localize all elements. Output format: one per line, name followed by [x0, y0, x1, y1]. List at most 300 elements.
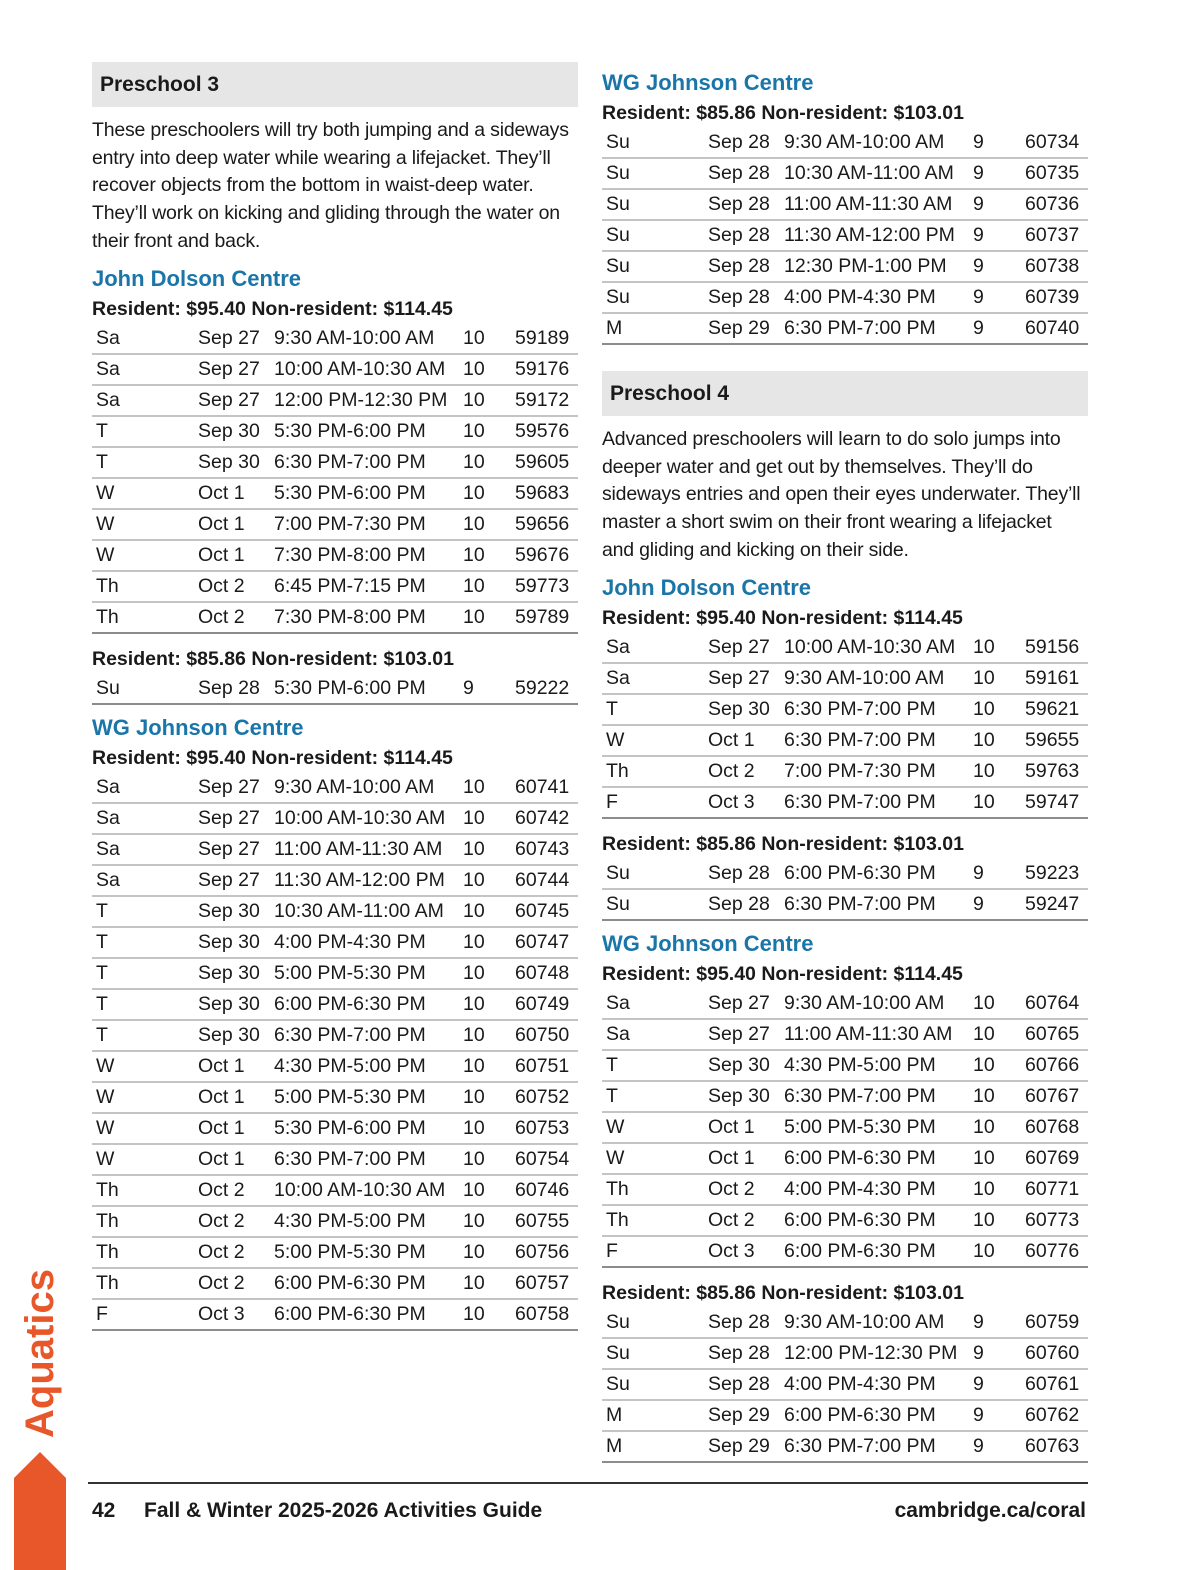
day-cell: Su — [602, 859, 708, 889]
day-cell: T — [92, 958, 198, 989]
time-cell: 9:30 AM-10:00 AM — [784, 663, 973, 694]
day-cell: T — [602, 1081, 708, 1112]
schedule-table — [602, 989, 1088, 1268]
course-code-cell: 59189 — [515, 324, 578, 354]
time-cell: 4:00 PM-4:30 PM — [784, 282, 973, 313]
course-code-cell: 60761 — [1025, 1369, 1088, 1400]
weeks-cell: 10 — [463, 509, 515, 540]
schedule-row — [602, 1369, 1088, 1400]
time-cell: 6:30 PM-7:00 PM — [274, 1020, 463, 1051]
schedule-table — [92, 773, 578, 1331]
course-code-cell: 60751 — [515, 1051, 578, 1082]
date-cell: Sep 30 — [708, 694, 784, 725]
date-cell: Oct 3 — [198, 1299, 274, 1330]
schedule-row — [602, 725, 1088, 756]
day-cell: Su — [602, 1338, 708, 1369]
course-code-cell: 60742 — [515, 803, 578, 834]
date-cell: Sep 28 — [708, 1308, 784, 1338]
course-code-cell: 60754 — [515, 1144, 578, 1175]
time-cell: 6:00 PM-6:30 PM — [784, 1236, 973, 1267]
time-cell: 11:00 AM-11:30 AM — [274, 834, 463, 865]
weeks-cell: 10 — [973, 663, 1025, 694]
date-cell: Oct 1 — [708, 1143, 784, 1174]
schedule-table — [602, 128, 1088, 345]
schedule-row — [92, 416, 578, 447]
date-cell: Sep 30 — [198, 989, 274, 1020]
schedule-row — [602, 633, 1088, 663]
course-code-cell: 60771 — [1025, 1174, 1088, 1205]
weeks-cell: 10 — [973, 989, 1025, 1019]
schedule-row — [92, 674, 578, 704]
date-cell: Sep 27 — [198, 354, 274, 385]
schedule-row — [92, 896, 578, 927]
day-cell: W — [602, 1112, 708, 1143]
day-cell: Su — [602, 158, 708, 189]
weeks-cell: 10 — [463, 416, 515, 447]
time-cell: 9:30 AM-10:00 AM — [784, 128, 973, 158]
weeks-cell: 9 — [973, 128, 1025, 158]
time-cell: 11:00 AM-11:30 AM — [784, 1019, 973, 1050]
weeks-cell: 10 — [973, 633, 1025, 663]
date-cell: Sep 28 — [708, 128, 784, 158]
schedule-row — [602, 756, 1088, 787]
date-cell: Oct 1 — [198, 509, 274, 540]
day-cell: Th — [602, 1205, 708, 1236]
time-cell: 5:00 PM-5:30 PM — [274, 958, 463, 989]
time-cell: 7:00 PM-7:30 PM — [784, 756, 973, 787]
course-code-cell: 60763 — [1025, 1431, 1088, 1462]
centre-name-john-dolson: John Dolson Centre — [92, 265, 302, 291]
date-cell: Sep 28 — [708, 1338, 784, 1369]
time-cell: 11:30 AM-12:00 PM — [784, 220, 973, 251]
preschool-4-description: Advanced preschoolers will learn to do solo jumps into deeper water and get out by themselves. They’ll do sideways entries and open their eyes underwater. They’ll master a short swim on their front wearing a lifejacket and gliding and kicking on their side. — [602, 428, 1081, 561]
day-cell: W — [602, 725, 708, 756]
time-cell: 6:00 PM-6:30 PM — [274, 989, 463, 1020]
footer-divider — [88, 1482, 1088, 1484]
time-cell: 6:00 PM-6:30 PM — [274, 1268, 463, 1299]
weeks-cell: 10 — [463, 1020, 515, 1051]
schedule-row — [602, 1174, 1088, 1205]
time-cell: 9:30 AM-10:00 AM — [784, 1308, 973, 1338]
weeks-cell: 10 — [463, 1051, 515, 1082]
day-cell: Sa — [92, 803, 198, 834]
time-cell: 7:30 PM-8:00 PM — [274, 602, 463, 633]
schedule-table — [92, 324, 578, 634]
date-cell: Sep 27 — [198, 865, 274, 896]
time-cell: 5:30 PM-6:00 PM — [274, 416, 463, 447]
course-code-cell: 59161 — [1025, 663, 1088, 694]
date-cell: Sep 30 — [198, 896, 274, 927]
weeks-cell: 10 — [973, 1050, 1025, 1081]
course-code-cell: 60734 — [1025, 128, 1088, 158]
weeks-cell: 10 — [973, 725, 1025, 756]
time-cell: 6:45 PM-7:15 PM — [274, 571, 463, 602]
schedule-row — [92, 1268, 578, 1299]
time-cell: 5:30 PM-6:00 PM — [274, 1113, 463, 1144]
course-code-cell: 60758 — [515, 1299, 578, 1330]
course-code-cell: 60757 — [515, 1268, 578, 1299]
schedule-row — [602, 251, 1088, 282]
date-cell: Sep 27 — [198, 834, 274, 865]
schedule-row — [602, 859, 1088, 889]
course-code-cell: 59576 — [515, 416, 578, 447]
day-cell: Su — [602, 1308, 708, 1338]
day-cell: Sa — [602, 1019, 708, 1050]
day-cell: W — [92, 1082, 198, 1113]
course-code-cell: 59763 — [1025, 756, 1088, 787]
weeks-cell: 10 — [463, 1113, 515, 1144]
schedule-row — [602, 1143, 1088, 1174]
time-cell: 5:00 PM-5:30 PM — [274, 1082, 463, 1113]
date-cell: Sep 30 — [198, 927, 274, 958]
course-code-cell: 60738 — [1025, 251, 1088, 282]
left-column — [92, 62, 578, 1331]
price-line: Resident: $95.40 Non-resident: $114.45 — [92, 297, 453, 320]
date-cell: Sep 27 — [198, 385, 274, 416]
course-code-cell: 59676 — [515, 540, 578, 571]
schedule-row — [92, 324, 578, 354]
weeks-cell: 10 — [973, 694, 1025, 725]
weeks-cell: 9 — [973, 1338, 1025, 1369]
time-cell: 6:30 PM-7:00 PM — [784, 1431, 973, 1462]
time-cell: 6:30 PM-7:00 PM — [784, 725, 973, 756]
course-code-cell: 59656 — [515, 509, 578, 540]
schedule-row — [602, 787, 1088, 818]
weeks-cell: 10 — [463, 571, 515, 602]
course-code-cell: 59223 — [1025, 859, 1088, 889]
time-cell: 4:00 PM-4:30 PM — [784, 1174, 973, 1205]
date-cell: Oct 2 — [708, 1205, 784, 1236]
day-cell: Th — [92, 1175, 198, 1206]
day-cell: M — [602, 1400, 708, 1431]
time-cell: 12:00 PM-12:30 PM — [274, 385, 463, 416]
time-cell: 6:30 PM-7:00 PM — [784, 694, 973, 725]
course-code-cell: 60746 — [515, 1175, 578, 1206]
date-cell: Sep 30 — [198, 958, 274, 989]
course-code-cell: 60769 — [1025, 1143, 1088, 1174]
day-cell: T — [92, 896, 198, 927]
time-cell: 4:00 PM-4:30 PM — [274, 927, 463, 958]
date-cell: Sep 27 — [708, 1019, 784, 1050]
price-line: Resident: $95.40 Non-resident: $114.45 — [602, 962, 963, 985]
schedule-row — [92, 1175, 578, 1206]
day-cell: W — [92, 1113, 198, 1144]
weeks-cell: 9 — [973, 1400, 1025, 1431]
weeks-cell: 10 — [463, 834, 515, 865]
date-cell: Sep 27 — [198, 324, 274, 354]
day-cell: W — [92, 1144, 198, 1175]
schedule-row — [92, 354, 578, 385]
day-cell: Th — [92, 1206, 198, 1237]
weeks-cell: 10 — [973, 1019, 1025, 1050]
weeks-cell: 9 — [973, 158, 1025, 189]
date-cell: Oct 2 — [198, 1237, 274, 1268]
course-code-cell: 60766 — [1025, 1050, 1088, 1081]
weeks-cell: 9 — [973, 859, 1025, 889]
date-cell: Oct 2 — [198, 1175, 274, 1206]
centre-name-john-dolson: John Dolson Centre — [602, 574, 812, 600]
day-cell: Th — [92, 571, 198, 602]
schedule-row — [92, 1299, 578, 1330]
schedule-row — [92, 571, 578, 602]
course-code-cell: 60750 — [515, 1020, 578, 1051]
course-code-cell: 59222 — [515, 674, 578, 704]
date-cell: Sep 28 — [708, 889, 784, 920]
weeks-cell: 10 — [973, 1143, 1025, 1174]
date-cell: Sep 29 — [708, 313, 784, 344]
weeks-cell: 10 — [463, 602, 515, 633]
weeks-cell: 10 — [463, 447, 515, 478]
time-cell: 6:00 PM-6:30 PM — [784, 1400, 973, 1431]
price-line: Resident: $85.86 Non-resident: $103.01 — [602, 102, 964, 124]
price-line: Resident: $85.86 Non-resident: $103.01 — [92, 647, 454, 670]
course-code-cell: 60736 — [1025, 189, 1088, 220]
day-cell: Sa — [602, 663, 708, 694]
course-code-cell: 60737 — [1025, 220, 1088, 251]
day-cell: W — [92, 478, 198, 509]
course-code-cell: 60739 — [1025, 282, 1088, 313]
weeks-cell: 9 — [973, 1308, 1025, 1338]
schedule-row — [92, 1051, 578, 1082]
day-cell: Sa — [92, 834, 198, 865]
schedule-row — [92, 865, 578, 896]
day-cell: Sa — [92, 354, 198, 385]
weeks-cell: 9 — [973, 189, 1025, 220]
time-cell: 5:00 PM-5:30 PM — [274, 1237, 463, 1268]
weeks-cell: 10 — [463, 1144, 515, 1175]
day-cell: Su — [602, 251, 708, 282]
weeks-cell: 10 — [973, 1236, 1025, 1267]
course-code-cell: 59172 — [515, 385, 578, 416]
date-cell: Sep 27 — [708, 663, 784, 694]
day-cell: Sa — [92, 773, 198, 803]
weeks-cell: 10 — [973, 1112, 1025, 1143]
schedule-row — [92, 989, 578, 1020]
weeks-cell: 9 — [973, 1431, 1025, 1462]
date-cell: Oct 1 — [198, 1051, 274, 1082]
weeks-cell: 9 — [973, 220, 1025, 251]
weeks-cell: 10 — [463, 865, 515, 896]
day-cell: M — [602, 1431, 708, 1462]
date-cell: Oct 1 — [708, 725, 784, 756]
date-cell: Sep 28 — [708, 220, 784, 251]
time-cell: 4:30 PM-5:00 PM — [784, 1050, 973, 1081]
day-cell: T — [92, 447, 198, 478]
day-cell: Th — [602, 756, 708, 787]
course-code-cell: 59156 — [1025, 633, 1088, 663]
date-cell: Oct 1 — [708, 1112, 784, 1143]
guide-title: Fall & Winter 2025-2026 Activities Guide — [144, 1499, 543, 1522]
schedule-row — [602, 1019, 1088, 1050]
time-cell: 6:00 PM-6:30 PM — [784, 1205, 973, 1236]
time-cell: 4:30 PM-5:00 PM — [274, 1206, 463, 1237]
schedule-table — [602, 633, 1088, 819]
course-code-cell: 60768 — [1025, 1112, 1088, 1143]
time-cell: 7:30 PM-8:00 PM — [274, 540, 463, 571]
weeks-cell: 9 — [973, 313, 1025, 344]
course-code-cell: 60759 — [1025, 1308, 1088, 1338]
schedule-row — [602, 1081, 1088, 1112]
day-cell: Su — [602, 220, 708, 251]
day-cell: T — [92, 416, 198, 447]
time-cell: 6:00 PM-6:30 PM — [274, 1299, 463, 1330]
day-cell: Th — [92, 1237, 198, 1268]
course-code-cell: 60767 — [1025, 1081, 1088, 1112]
time-cell: 10:30 AM-11:00 AM — [274, 896, 463, 927]
schedule-row — [92, 927, 578, 958]
day-cell: T — [602, 1050, 708, 1081]
website-link[interactable]: cambridge.ca/coral — [894, 1499, 1086, 1522]
date-cell: Sep 27 — [708, 989, 784, 1019]
time-cell: 6:30 PM-7:00 PM — [274, 1144, 463, 1175]
course-code-cell: 60749 — [515, 989, 578, 1020]
centre-name-wg-johnson: WG Johnson Centre — [602, 70, 814, 95]
time-cell: 10:00 AM-10:30 AM — [274, 354, 463, 385]
time-cell: 4:30 PM-5:00 PM — [274, 1051, 463, 1082]
date-cell: Sep 27 — [198, 773, 274, 803]
day-cell: W — [92, 509, 198, 540]
date-cell: Oct 1 — [198, 1144, 274, 1175]
weeks-cell: 10 — [463, 1237, 515, 1268]
course-code-cell: 60748 — [515, 958, 578, 989]
weeks-cell: 10 — [463, 1082, 515, 1113]
tab-shape — [14, 1452, 66, 1570]
course-code-cell: 60744 — [515, 865, 578, 896]
schedule-row — [602, 158, 1088, 189]
course-code-cell: 60776 — [1025, 1236, 1088, 1267]
time-cell: 6:30 PM-7:00 PM — [784, 1081, 973, 1112]
weeks-cell: 10 — [973, 1205, 1025, 1236]
day-cell: T — [92, 989, 198, 1020]
day-cell: Sa — [92, 865, 198, 896]
time-cell: 5:30 PM-6:00 PM — [274, 478, 463, 509]
time-cell: 9:30 AM-10:00 AM — [274, 324, 463, 354]
time-cell: 11:00 AM-11:30 AM — [784, 189, 973, 220]
day-cell: Sa — [92, 385, 198, 416]
date-cell: Sep 30 — [708, 1050, 784, 1081]
schedule-row — [602, 1050, 1088, 1081]
day-cell: W — [602, 1143, 708, 1174]
course-code-cell: 59747 — [1025, 787, 1088, 818]
price-line: Resident: $95.40 Non-resident: $114.45 — [602, 606, 963, 629]
date-cell: Oct 2 — [708, 1174, 784, 1205]
weeks-cell: 9 — [973, 282, 1025, 313]
right-column — [602, 62, 1088, 1463]
weeks-cell: 10 — [463, 540, 515, 571]
weeks-cell: 10 — [463, 896, 515, 927]
schedule-row — [92, 773, 578, 803]
price-line: Resident: $85.86 Non-resident: $103.01 — [602, 832, 964, 855]
schedule-row — [602, 1431, 1088, 1462]
course-code-cell: 59176 — [515, 354, 578, 385]
time-cell: 12:30 PM-1:00 PM — [784, 251, 973, 282]
date-cell: Sep 27 — [708, 633, 784, 663]
weeks-cell: 10 — [463, 354, 515, 385]
time-cell: 10:00 AM-10:30 AM — [784, 633, 973, 663]
course-code-cell: 60743 — [515, 834, 578, 865]
schedule-row — [92, 447, 578, 478]
schedule-row — [602, 1112, 1088, 1143]
day-cell: Th — [92, 1268, 198, 1299]
date-cell: Oct 2 — [198, 602, 274, 633]
day-cell: F — [92, 1299, 198, 1330]
weeks-cell: 10 — [463, 324, 515, 354]
date-cell: Oct 1 — [198, 1082, 274, 1113]
day-cell: Su — [92, 674, 198, 704]
course-code-cell: 60755 — [515, 1206, 578, 1237]
time-cell: 9:30 AM-10:00 AM — [274, 773, 463, 803]
weeks-cell: 10 — [463, 1299, 515, 1330]
time-cell: 12:00 PM-12:30 PM — [784, 1338, 973, 1369]
schedule-row — [92, 803, 578, 834]
schedule-row — [602, 282, 1088, 313]
schedule-row — [602, 313, 1088, 344]
time-cell: 10:30 AM-11:00 AM — [784, 158, 973, 189]
weeks-cell: 10 — [463, 1268, 515, 1299]
schedule-row — [92, 540, 578, 571]
weeks-cell: 10 — [463, 803, 515, 834]
course-code-cell: 60753 — [515, 1113, 578, 1144]
course-code-cell: 59247 — [1025, 889, 1088, 920]
day-cell: Su — [602, 189, 708, 220]
time-cell: 10:00 AM-10:30 AM — [274, 803, 463, 834]
course-code-cell: 60773 — [1025, 1205, 1088, 1236]
time-cell: 6:30 PM-7:00 PM — [784, 313, 973, 344]
schedule-row — [92, 1082, 578, 1113]
course-code-cell: 60760 — [1025, 1338, 1088, 1369]
date-cell: Sep 28 — [708, 158, 784, 189]
day-cell: Th — [602, 1174, 708, 1205]
day-cell: Su — [602, 889, 708, 920]
course-code-cell: 59621 — [1025, 694, 1088, 725]
date-cell: Oct 2 — [198, 1268, 274, 1299]
day-cell: Th — [92, 602, 198, 633]
schedule-row — [602, 889, 1088, 920]
time-cell: 5:00 PM-5:30 PM — [784, 1112, 973, 1143]
weeks-cell: 9 — [463, 674, 515, 704]
date-cell: Oct 1 — [198, 540, 274, 571]
schedule-row — [602, 220, 1088, 251]
schedule-table — [602, 859, 1088, 921]
weeks-cell: 10 — [463, 958, 515, 989]
schedule-row — [602, 128, 1088, 158]
schedule-row — [92, 1237, 578, 1268]
course-code-cell: 59789 — [515, 602, 578, 633]
date-cell: Sep 30 — [198, 1020, 274, 1051]
schedule-table — [92, 674, 578, 705]
course-code-cell: 59683 — [515, 478, 578, 509]
course-code-cell: 60762 — [1025, 1400, 1088, 1431]
day-cell: Sa — [602, 633, 708, 663]
schedule-row — [92, 1206, 578, 1237]
time-cell: 10:00 AM-10:30 AM — [274, 1175, 463, 1206]
date-cell: Oct 2 — [198, 571, 274, 602]
day-cell: Su — [602, 1369, 708, 1400]
date-cell: Sep 30 — [198, 447, 274, 478]
day-cell: T — [92, 927, 198, 958]
weeks-cell: 10 — [463, 927, 515, 958]
date-cell: Sep 28 — [708, 1369, 784, 1400]
day-cell: T — [92, 1020, 198, 1051]
schedule-row — [92, 1113, 578, 1144]
time-cell: 6:00 PM-6:30 PM — [784, 859, 973, 889]
weeks-cell: 10 — [973, 1081, 1025, 1112]
weeks-cell: 10 — [463, 478, 515, 509]
day-cell: M — [602, 313, 708, 344]
date-cell: Sep 28 — [708, 251, 784, 282]
schedule-row — [92, 509, 578, 540]
schedule-row — [602, 1205, 1088, 1236]
